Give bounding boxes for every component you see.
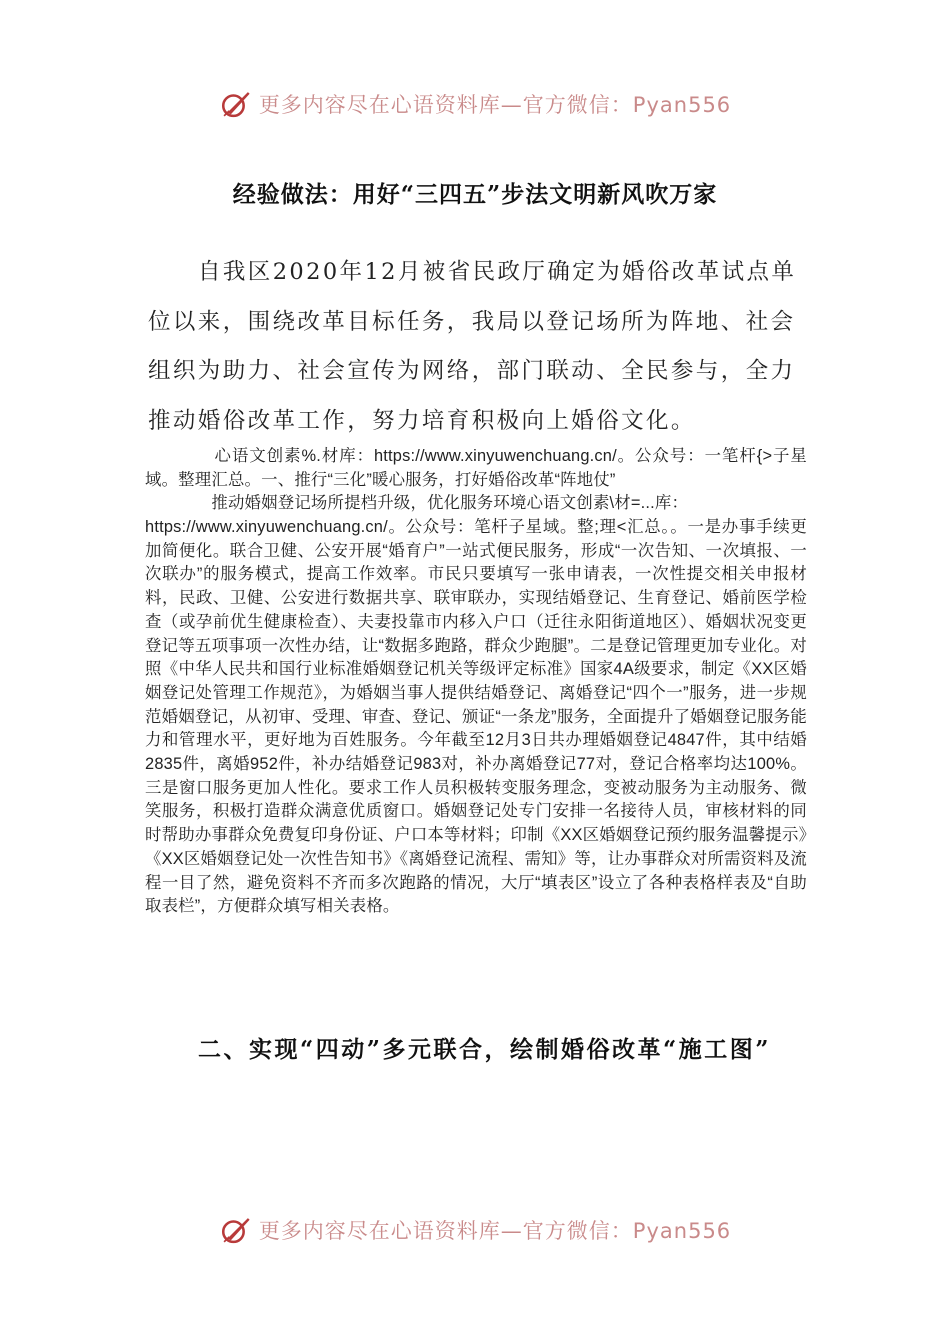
body-line-1: 心语文创素%.材库：https://www.xinyuwenchuang.cn/。公众号：一笔杆{>子星域。整理汇总。一、推行“三化”暖心服务，打好婚俗改革“阵地仗”	[145, 447, 807, 489]
lead-paragraph: 自我区2020年12月被省民政厅确定为婚俗改革试点单位以来，围绕改革目标任务，我局以登记场所为阵地、社会组织为助力、社会宣传为网络，部门联动、全民参与，全力推动婚俗改革工作，努力培育积极向上婚俗文化。	[148, 259, 797, 434]
page-title: 经验做法：用好“三四五”步法文明新风吹万家	[232, 181, 718, 208]
header-banner	[0, 84, 950, 124]
header-banner-text: 更多内容尽在心语资料库—官方微信：Pyan556	[258, 93, 732, 117]
body-line-2: 推动婚姻登记场所提档升级，优化服务环境心语文创素\材=...库：	[145, 494, 689, 512]
body-paragraph: https://www.xinyuwenchuang.cn/。公众号：笔杆子星域。整;理<汇总。。一是办事手续更加简便化。联合卫健、公安开展“婚育户”一站式便民服务，形成“一次告知、一次填报、一次联办”的服务模式，提高工作效率。市民只要填写一张申请表，一次性提交相关申报材料，民政、卫健、公安进行数据共享、联审联办，实现结婚登记、生育登记、婚前医学检查（或孕前优生健康检查）、夫妻投靠市内移入户口（迁往永阳街道地区）、婚姻状况变更登记等五项事项一次性办结，让“数据多跑路，群众少跑腿”。二是登记管理更加专业化。对照《中华人民共和国行业标准婚姻登记机关等级评定标准》国家4A级要求，制定《XX区婚姻登记处管理工作规范》，为婚姻当事人提供结婚登记、离婚登记“四个一”服务，进一步规范婚姻登记，从初审、受理、审查、登记、颁证“一条龙”服务，全面提升了婚姻登记服务能力和管理水平，更好地为百姓服务。今年截至12月3日共办理婚姻登记4847件，其中结婚2835件，离婚952件，补办结婚登记983对，补办离婚登记77对，登记合格率均达100%。三是窗口服务更加人性化。要求工作人员积极转变服务理念，变被动服务为主动服务、微笑服务，积极打造群众满意优质窗口。婚姻登记处专门安排一名接待人员，审核材料的同时帮助办事群众免费复印身份证、户口本等材料；印制《XX区婚姻登记预约服务温馨提示》《XX区婚姻登记处一次性告知书》《离婚登记流程、需知》等，让办事群众对所需资料及流程一目了然，避免资料不齐而多次跑路的情况，大厅“填表区”设立了各种表格样表及“自助取表栏”，方便群众填写相关表格。	[145, 518, 807, 916]
footer-banner-text: 更多内容尽在心语资料库—官方微信：Pyan556	[258, 1219, 732, 1243]
quill-pen-icon	[219, 87, 253, 121]
quill-pen-icon	[219, 1213, 253, 1247]
footer-banner	[0, 1210, 950, 1250]
section-heading: 二、实现“四动”多元联合，绘制婚俗改革“施工图”	[198, 1036, 771, 1063]
